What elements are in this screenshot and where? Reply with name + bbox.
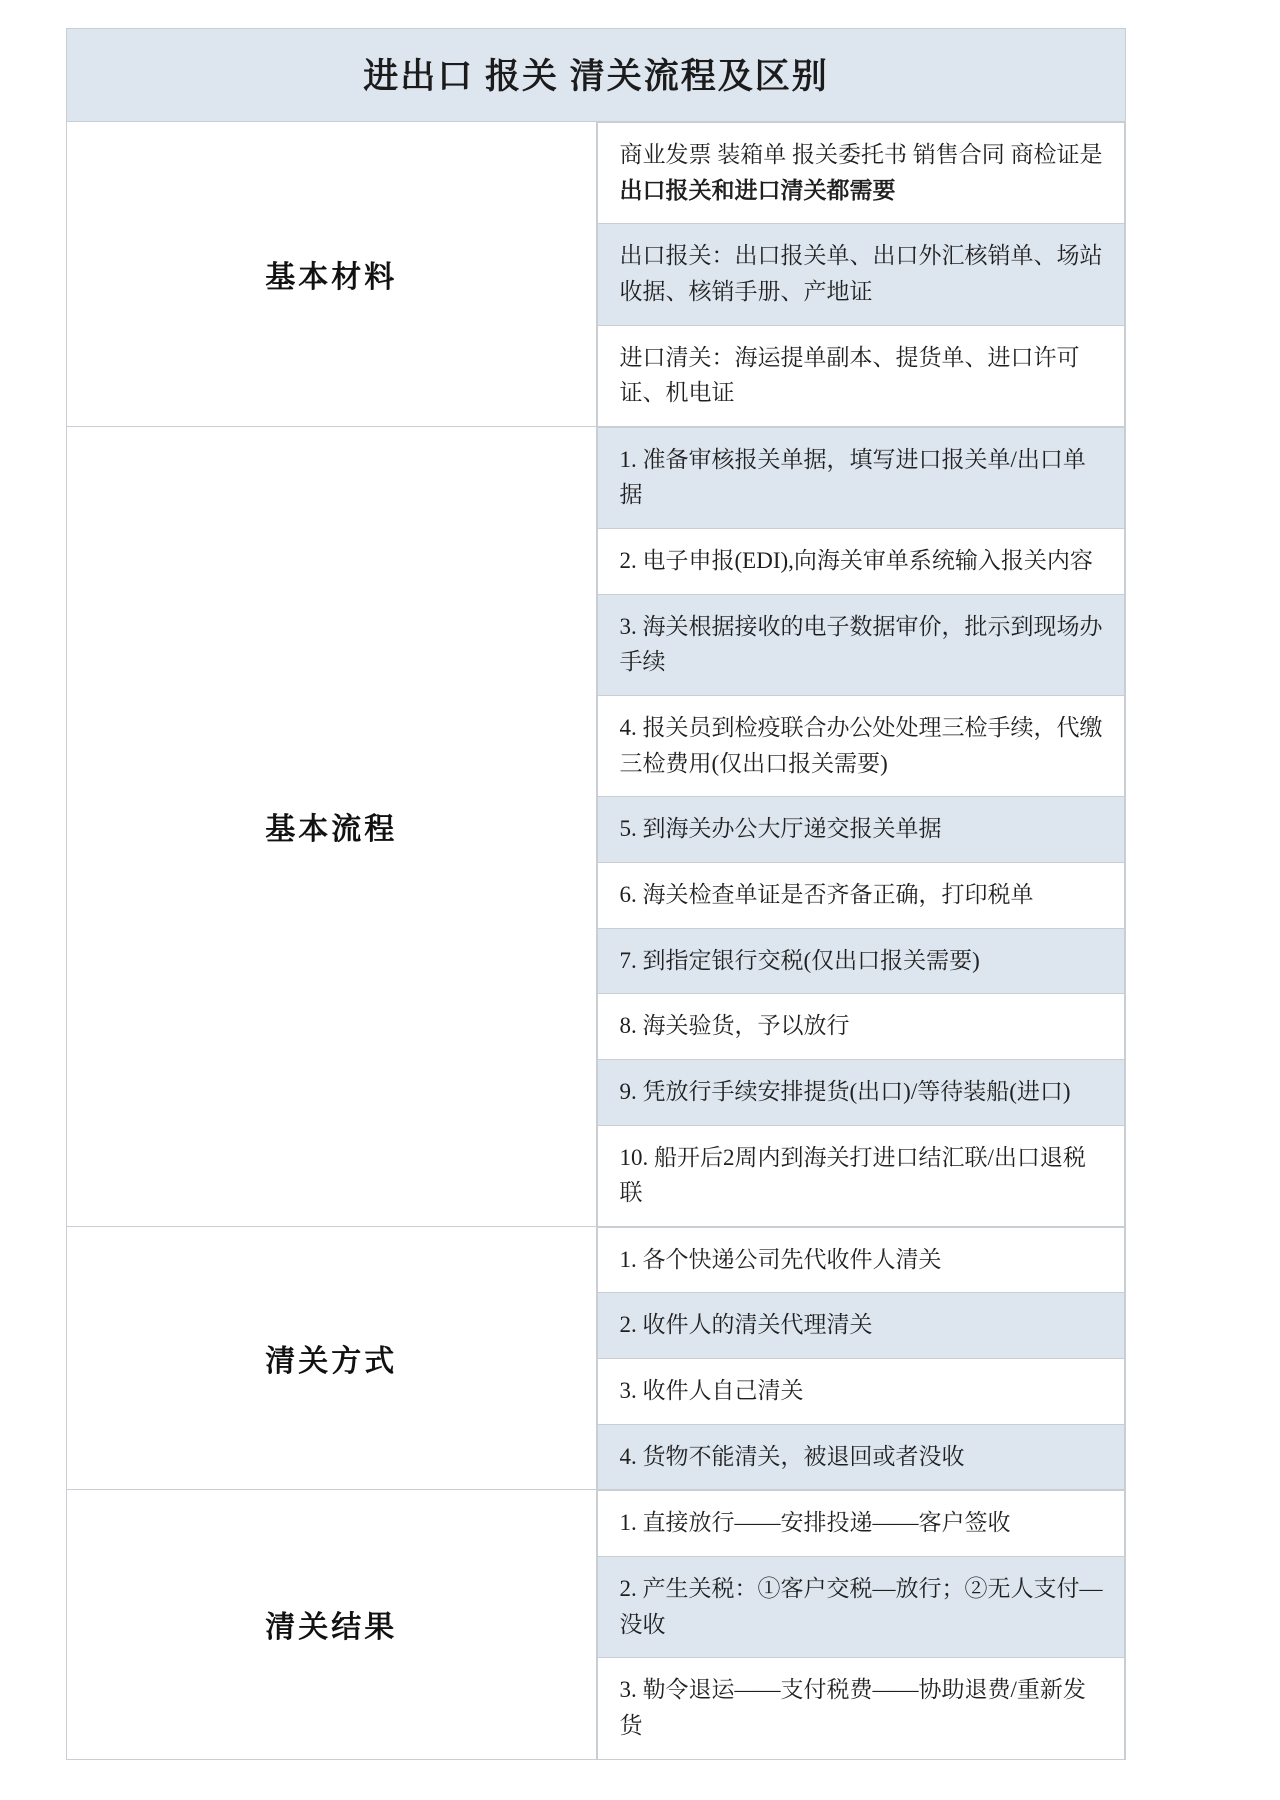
section-row-basic-materials	[67, 122, 1126, 427]
table-row	[597, 529, 1125, 595]
section-row-basic-process	[67, 426, 1126, 1226]
table-row	[597, 696, 1125, 797]
section-row-clearance-results	[67, 1490, 1126, 1759]
title-row	[67, 29, 1126, 122]
row-text: 商业发票 装箱单 报关委托书 销售合同 商检证是	[619, 142, 1103, 167]
row-text: 进口清关：海运提单副本、提货单、进口许可证、机电证	[597, 325, 1125, 426]
section-content-clearance-methods	[596, 1226, 1126, 1490]
row-text: 10. 船开后2周内到海关打进口结汇联/出口退税联	[597, 1125, 1125, 1226]
row-text: 2. 收件人的清关代理清关	[597, 1293, 1125, 1359]
sub-table-basic-process	[597, 427, 1126, 1226]
row-text: 4. 货物不能清关，被退回或者没收	[597, 1424, 1125, 1489]
category-label-basic-process: 基本流程	[67, 426, 597, 1226]
customs-process-table	[66, 28, 1126, 1760]
row-text: 4. 报关员到检疫联合办公处处理三检手续，代缴三检费用(仅出口报关需要)	[597, 696, 1125, 797]
row-text: 2. 电子申报(EDI),向海关审单系统输入报关内容	[597, 529, 1125, 595]
table-row	[597, 797, 1125, 863]
row-text: 3. 收件人自己清关	[597, 1359, 1125, 1425]
table-row	[597, 325, 1125, 426]
category-label-basic-materials: 基本材料	[67, 122, 597, 427]
table-row	[597, 123, 1125, 224]
table-row	[597, 1424, 1125, 1489]
section-row-clearance-methods	[67, 1226, 1126, 1490]
row-text: 8. 海关验货，予以放行	[597, 994, 1125, 1060]
row-text: 1. 各个快递公司先代收件人清关	[597, 1227, 1125, 1293]
category-label-clearance-methods: 清关方式	[67, 1226, 597, 1490]
section-content-basic-process	[596, 426, 1126, 1226]
row-text: 3. 海关根据接收的电子数据审价，批示到现场办手续	[597, 594, 1125, 695]
section-content-basic-materials	[596, 122, 1126, 427]
row-text-cell	[597, 123, 1125, 224]
table-body	[67, 29, 1126, 1760]
row-text: 1. 准备审核报关单据，填写进口报关单/出口单据	[597, 427, 1125, 528]
table-row	[597, 1491, 1125, 1557]
table-row	[597, 1125, 1125, 1226]
table-row	[597, 224, 1125, 325]
row-text: 1. 直接放行——安排投递——客户签收	[597, 1491, 1125, 1557]
row-text: 9. 凭放行手续安排提货(出口)/等待装船(进口)	[597, 1059, 1125, 1125]
sub-table-basic-materials	[597, 122, 1126, 426]
row-text: 出口报关：出口报关单、出口外汇核销单、场站收据、核销手册、产地证	[597, 224, 1125, 325]
category-label-clearance-results: 清关结果	[67, 1490, 597, 1759]
table-row	[597, 1359, 1125, 1425]
sub-table-clearance-methods	[597, 1227, 1126, 1490]
row-text: 2. 产生关税：①客户交税—放行；②无人支付—没收	[597, 1557, 1125, 1658]
table-row	[597, 1227, 1125, 1293]
table-row	[597, 1293, 1125, 1359]
page-title: 进出口 报关 清关流程及区别	[67, 29, 1126, 122]
row-text: 3. 勒令退运——支付税费——协助退费/重新发货	[597, 1658, 1125, 1759]
row-text: 7. 到指定银行交税(仅出口报关需要)	[597, 928, 1125, 994]
table-row	[597, 594, 1125, 695]
table-row	[597, 1658, 1125, 1759]
table-row	[597, 1557, 1125, 1658]
table-row	[597, 862, 1125, 928]
sub-table-clearance-results	[597, 1490, 1126, 1758]
row-text: 6. 海关检查单证是否齐备正确，打印税单	[597, 862, 1125, 928]
table-row	[597, 994, 1125, 1060]
table-row	[597, 427, 1125, 528]
table-row	[597, 1059, 1125, 1125]
row-text-emphasis: 出口报关和进口清关都需要	[619, 177, 896, 203]
table-row	[597, 928, 1125, 994]
section-content-clearance-results	[596, 1490, 1126, 1759]
row-text: 5. 到海关办公大厅递交报关单据	[597, 797, 1125, 863]
